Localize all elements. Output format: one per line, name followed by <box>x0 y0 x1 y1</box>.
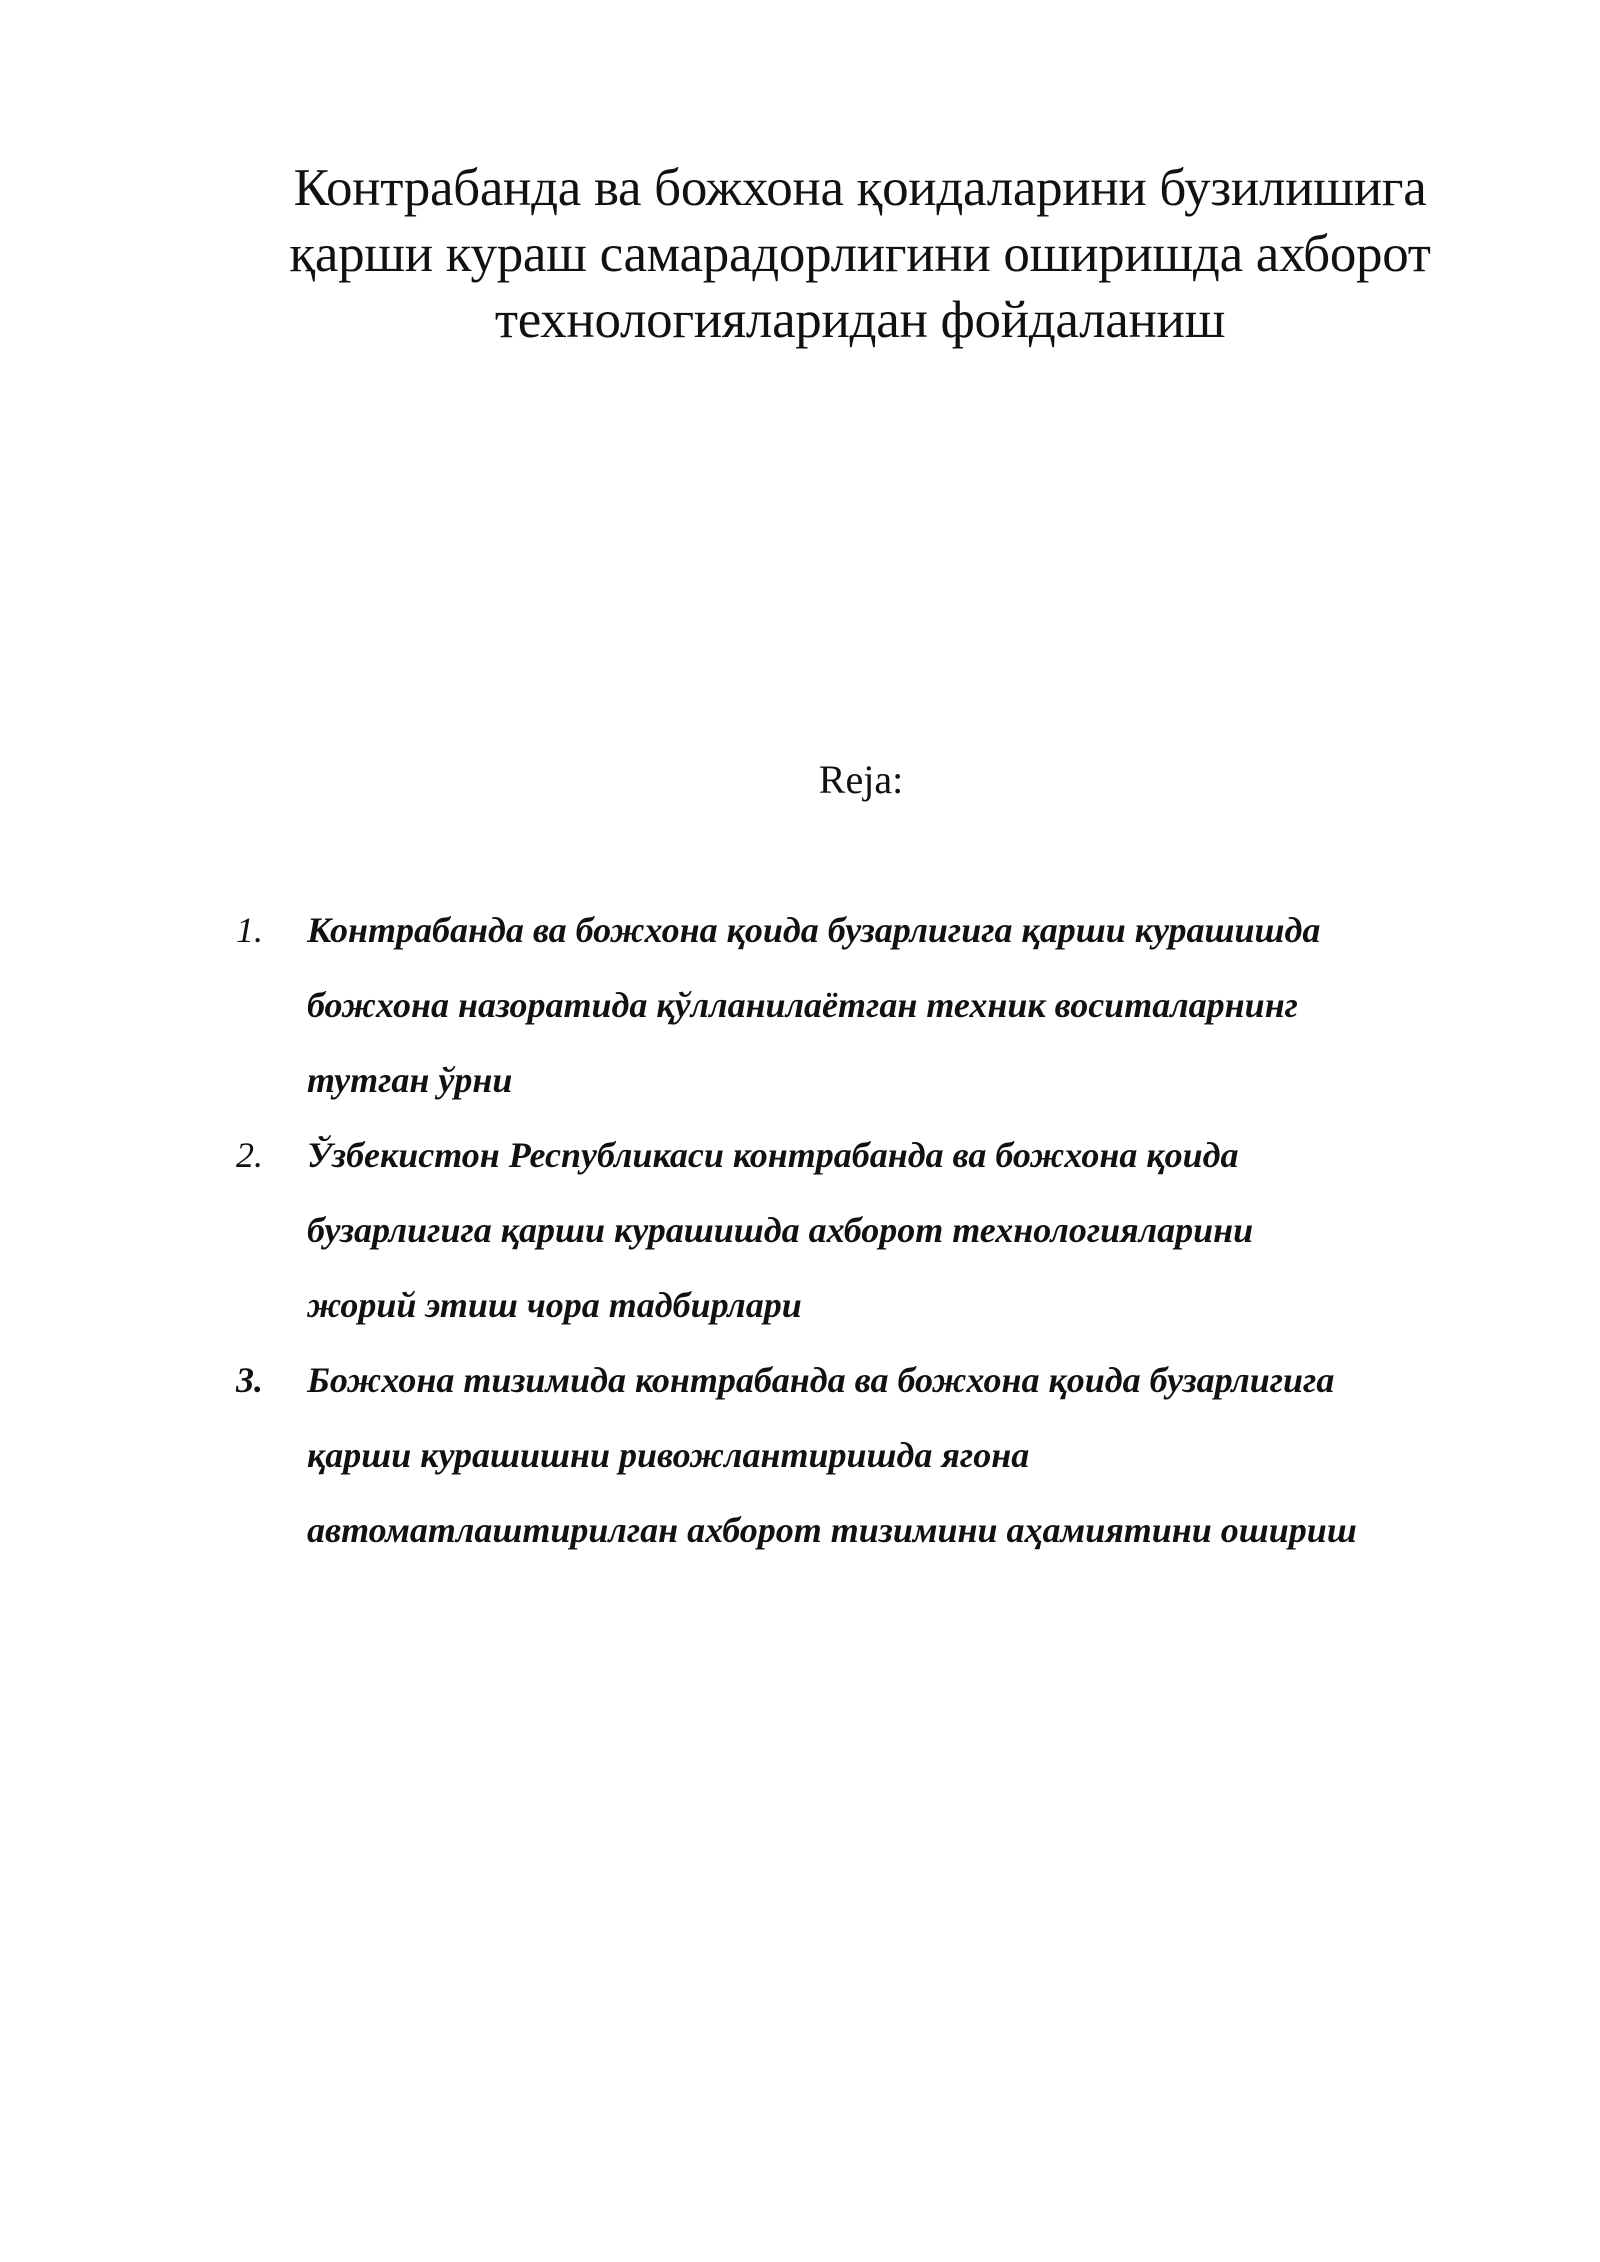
title-line: Контрабанда ва божхона қоидаларини бузилишига <box>293 159 1427 217</box>
plan-item-1 <box>236 893 1526 1118</box>
plan-item-line: Контрабанда ва божхона қоида бузарлигига қарши курашишда <box>307 910 1321 950</box>
plan-item-line: жорий этиш чора тадбирлари <box>307 1285 802 1325</box>
plan-item-number: 1. <box>236 910 263 950</box>
plan-list <box>236 893 1526 1568</box>
plan-item-number: 2. <box>236 1135 263 1175</box>
title-line: технологияларидан фойдаланиш <box>494 291 1226 349</box>
plan-item-line: божхона назоратида қўлланилаётган техник воситаларнинг <box>307 985 1298 1025</box>
plan-item-line: автоматлаштирилган ахборот тизимини аҳамиятини ошириш <box>307 1510 1357 1550</box>
title-line: қарши кураш самарадорлигини оширишда ахборот <box>289 225 1431 283</box>
plan-item-line: Божхона тизимида контрабанда ва божхона қоида бузарлигига <box>307 1360 1335 1400</box>
plan-item-3 <box>236 1343 1526 1568</box>
plan-item-line: қарши курашишни ривожлантиришда ягона <box>307 1435 1030 1475</box>
plan-item-line: тутган ўрни <box>307 1060 513 1100</box>
plan-item-number: 3. <box>236 1360 263 1400</box>
plan-item-line: бузарлигига қарши курашишда ахборот технологияларини <box>307 1210 1254 1250</box>
plan-heading: Reja: <box>818 757 904 802</box>
plan-item-line: Ўзбекистон Республикаси контрабанда ва божхона қоида <box>307 1135 1239 1175</box>
plan-item-2 <box>236 1118 1526 1343</box>
document-title <box>230 155 1490 353</box>
